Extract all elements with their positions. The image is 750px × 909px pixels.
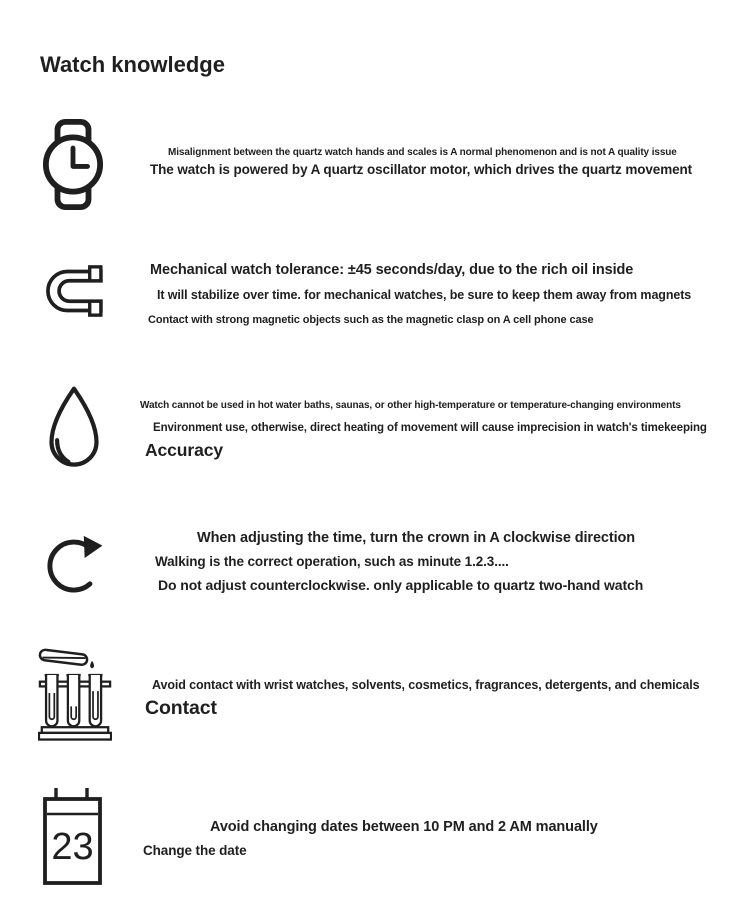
temperature-warning-text: Watch cannot be used in hot water baths, saunas, or other high-temperature or temperature-changing environments (140, 400, 681, 411)
walking-text: Walking is the correct operation, such as minute 1.2.3.... (155, 554, 509, 569)
clockwise-arrow-icon (42, 526, 106, 599)
page-title: Watch knowledge (40, 51, 225, 77)
contact-heading: Contact (145, 697, 217, 719)
counterclockwise-text: Do not adjust counterclockwise. only applicable to quartz two-hand watch (158, 577, 644, 593)
chemicals-warning-text: Avoid contact with wrist watches, solvents, cosmetics, fragrances, detergents, and chemicals (152, 678, 700, 692)
test-tubes-icon (38, 645, 112, 743)
change-date-heading: Change the date (143, 843, 247, 858)
environment-text: Environment use, otherwise, direct heating of movement will cause imprecision in watch's timekeeping (153, 422, 707, 434)
calendar-day-text: 23 (51, 826, 94, 868)
clockwise-text: When adjusting the time, turn the crown in A clockwise direction (197, 530, 636, 546)
quartz-main-text: The watch is powered by A quartz oscillator motor, which drives the quartz movement (150, 162, 693, 177)
watch-icon (42, 117, 104, 212)
date-change-warning-text: Avoid changing dates between 10 PM and 2 AM manually (210, 819, 598, 835)
magnet-tolerance-text: Mechanical watch tolerance: ±45 seconds/day, due to the rich oil inside (150, 262, 634, 278)
magnet-stabilize-text: It will stabilize over time. for mechanical watches, be sure to keep them away from magnets (157, 288, 692, 302)
calendar-icon (42, 786, 103, 886)
quartz-note-text: Misalignment between the quartz watch hands and scales is A normal phenomenon and is not A quality issue (168, 147, 677, 158)
accuracy-heading: Accuracy (145, 440, 224, 460)
magnet-contact-text: Contact with strong magnetic objects such as the magnetic clasp on A cell phone case (148, 314, 594, 326)
magnet-icon (42, 265, 104, 317)
water-drop-icon (44, 382, 104, 476)
